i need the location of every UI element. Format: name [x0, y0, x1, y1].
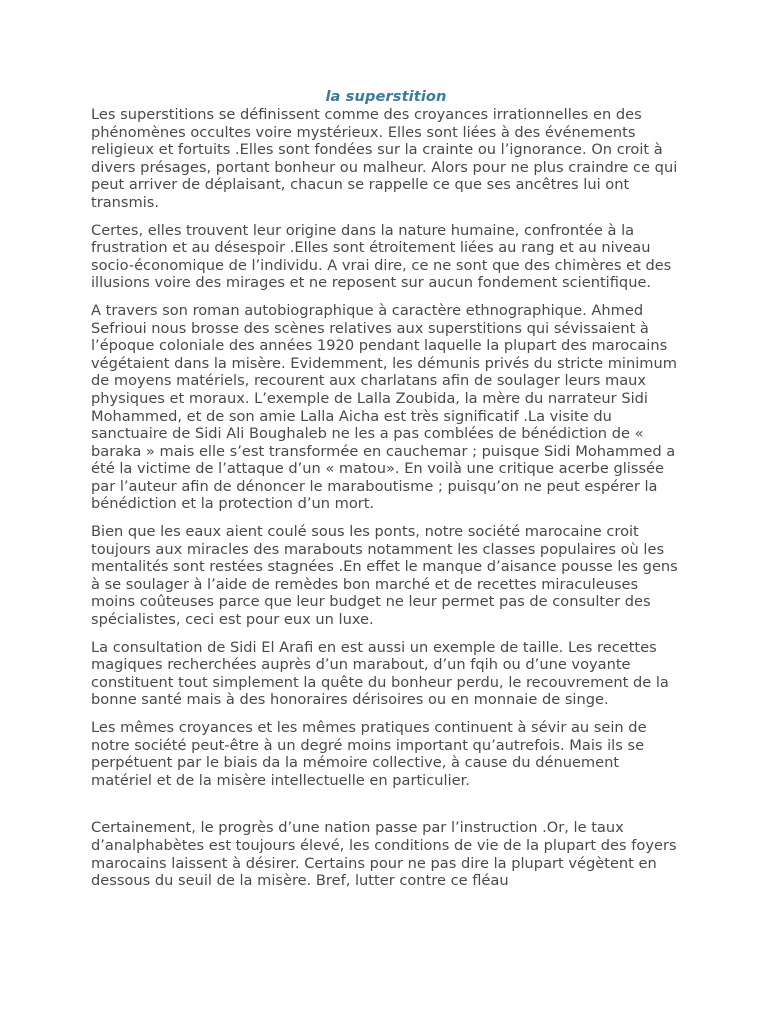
document-page [91, 88, 681, 900]
paragraph-sidi-el-arafi: La consultation de Sidi El Arafi en est aussi un exemple de taille. Les recettes magiques recherchées auprès d’un marabout, d’un fqih ou d’une voyante constituent tout simplement la quête du bonheur perdu, le recouvrement de la bonne santé mais à des honoraires dérisoires ou en monnaie de singe. [91, 638, 669, 709]
paragraph-same-beliefs: Les mêmes croyances et les mêmes pratiques continuent à sévir au sein de notre société peut-être à un degré moins important qu’autrefois. Mais ils se perpétuent par le biais da la mémoire collective, à cause du dénuement matériel et de la misère intellectuelle en particulier. [91, 719, 647, 789]
document-title: la superstition [325, 88, 447, 105]
paragraph-sefrioui: A travers son roman autobiographique à caractère ethnographique. Ahmed Sefrioui nous brosse des scènes relatives aux superstitions qui sévissaient à l’époque coloniale des années 1920 pendant laquelle la plupart des marocains végétaient dans la misère. Evidemment, les démunis privés du stricte minimum de moyens matériels, recourent aux charlatans afin de soulager leurs maux physiques et moraux. L’exemple de Lalla Zoubida, la mère du narrateur Sidi Mohammed, et de son amie Lalla Aicha est très significatif .La visite du sanctuaire de Sidi Ali Boughaleb ne les a pas comblées de bénédiction de « baraka » mais elle s’est transformée en cauchemar ; puisque Sidi Mohammed a été la victime de l’attaque d’un « matou». En voilà une critique acerbe glissée par l’auteur afin de dénoncer le maraboutisme ; puisqu’on ne peut espérer la bénédiction et la protection d’un mort. [91, 301, 677, 513]
paragraph-origins: Certes, elles trouvent leur origine dans la nature humaine, confrontée à la frustration et au désespoir .Elles sont étroitement liées au rang et au niveau socio-économique de l’individu. A vrai dire, ce ne sont que des chimères et des illusions voire des mirages et ne reposent sur aucun fondement scientifique. [91, 221, 672, 292]
paragraph-intro: Les superstitions se définissent comme des croyances irrationnelles en des phénomènes occultes voire mystérieux. Elles sont liées à des événements religieux et fortuits .Elles sont fondées sur la crainte ou l’ignorance. On croit à divers présages, portant bonheur ou malheur. Alors pour ne plus craindre ce qui peut arriver de déplaisant, chacun se rappelle ce que ses ancêtres lui ont transmis. [91, 106, 678, 211]
paragraph-progress: Certainement, le progrès d’une nation passe par l’instruction .Or, le taux d’analphabètes est toujours élevé, les conditions de vie de la plupart des foyers marocains laissent à désirer. Certains pour ne pas dire la plupart végètent en dessous du seuil de la misère. Bref, lutter contre ce fléau [91, 819, 677, 890]
paragraph-society: Bien que les eaux aient coulé sous les ponts, notre société marocaine croit toujours aux miracles des marabouts notamment les classes populaires où les mentalités sont restées stagnées .En effet le manque d’aisance pousse les gens à se soulager à l’aide de remèdes bon marché et de recettes miraculeuses moins coûteuses parce que leur budget ne leur permet pas de consulter des spécialistes, ceci est pour eux un luxe. [91, 523, 678, 629]
